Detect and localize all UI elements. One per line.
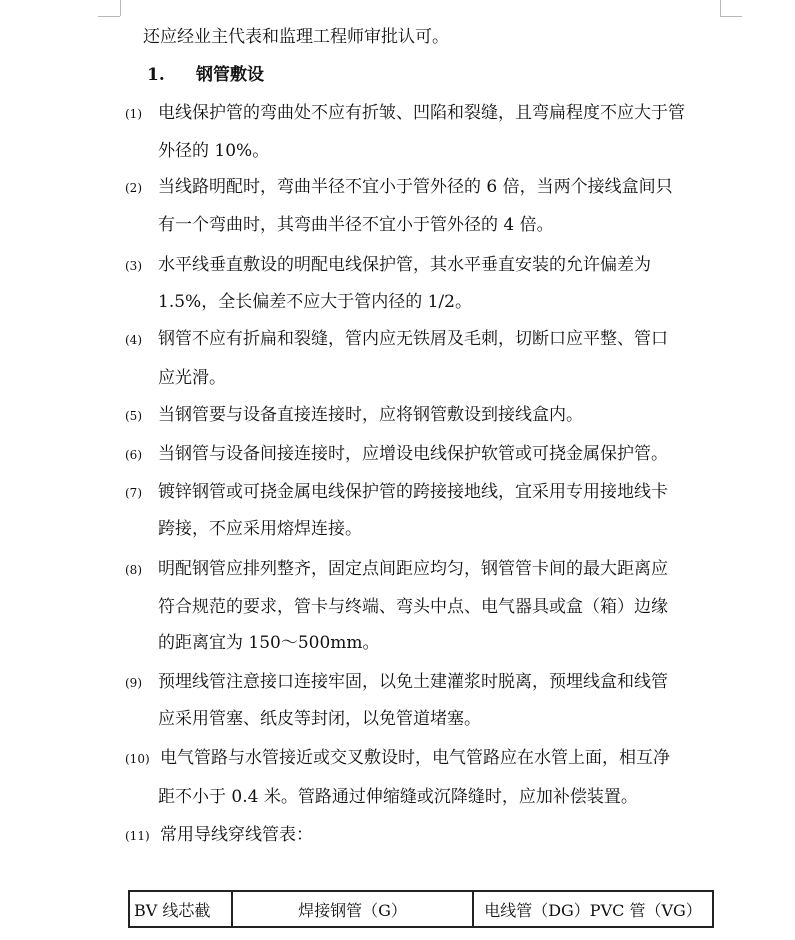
item-text: 当线路明配时，弯曲半径不宜小于管外径的 6 倍，当两个接线盒间只: [158, 177, 673, 197]
item-number: (4): [125, 333, 142, 347]
item-number: (9): [125, 676, 142, 690]
crop-mark-right-horizontal: [720, 16, 742, 17]
table-header-cell: 电线管（DG）PVC 管（VG）: [473, 891, 713, 927]
table-header-cell: BV 线芯截: [129, 891, 232, 927]
item-text: 明配钢管应排列整齐，固定点间距应均匀，钢管管卡间的最大距离应: [158, 559, 668, 579]
table-header-cell: 焊接钢管（G）: [232, 891, 473, 927]
item-text: 镀锌钢管或可挠金属电线保护管的跨接接地线，宜采用专用接地线卡: [158, 482, 668, 502]
section-title: 钢管敷设: [196, 65, 264, 85]
item-number: (5): [125, 409, 142, 423]
item-text: 外径的 10%。: [158, 141, 270, 161]
item-number: (3): [125, 259, 142, 273]
item-text: 1.5%，全长偏差不应大于管内径的 1/2。: [158, 292, 472, 312]
item-text: 当钢管与设备间接连接时，应增设电线保护软管或可挠金属保护管。: [158, 444, 668, 464]
item-number: (10): [125, 752, 150, 766]
item-number: (11): [125, 829, 150, 843]
crop-mark-left-horizontal: [98, 16, 120, 17]
crop-mark-left-vertical: [120, 0, 121, 16]
item-text: 电线保护管的弯曲处不应有折皱、凹陷和裂缝，且弯扁程度不应大于管: [158, 103, 685, 123]
item-text: 水平线垂直敷设的明配电线保护管，其水平垂直安装的允许偏差为: [158, 255, 651, 275]
item-text: 钢管不应有折扁和裂缝，管内应无铁屑及毛刺，切断口应平整、管口: [158, 329, 668, 349]
item-number: (7): [125, 486, 142, 500]
table-header-row: [129, 891, 713, 927]
item-text: 的距离宜为 150～500mm。: [158, 633, 380, 653]
item-number: (1): [125, 107, 142, 121]
item-text: 电气管路与水管接近或交叉敷设时，电气管路应在水管上面，相互净: [160, 748, 670, 768]
item-text: 应光滑。: [158, 368, 226, 388]
item-text: 距不小于 0.4 米。管路通过伸缩缝或沉降缝时，应加补偿装置。: [158, 787, 638, 807]
intro-paragraph: 还应经业主代表和监理工程师审批认可。: [143, 27, 449, 47]
item-text: 有一个弯曲时，其弯曲半径不宜小于管外径的 4 倍。: [158, 215, 554, 235]
item-number: (2): [125, 181, 142, 195]
crop-mark-right-vertical: [720, 0, 721, 16]
item-text: 符合规范的要求，管卡与终端、弯头中点、电气器具或盒（箱）边缘: [158, 597, 668, 617]
item-number: (8): [125, 563, 142, 577]
item-text: 应采用管塞、纸皮等封闭，以免管道堵塞。: [158, 709, 481, 729]
item-number: (6): [125, 448, 142, 462]
wire-conduit-table: [128, 890, 714, 928]
item-text: 常用导线穿线管表：: [160, 825, 313, 845]
item-text: 预埋线管注意接口连接牢固，以免土建灌浆时脱离，预埋线盒和线管: [158, 672, 668, 692]
section-number: 1.: [147, 65, 165, 85]
item-text: 跨接，不应采用熔焊连接。: [158, 519, 362, 539]
item-text: 当钢管要与设备直接连接时，应将钢管敷设到接线盒内。: [158, 405, 583, 425]
